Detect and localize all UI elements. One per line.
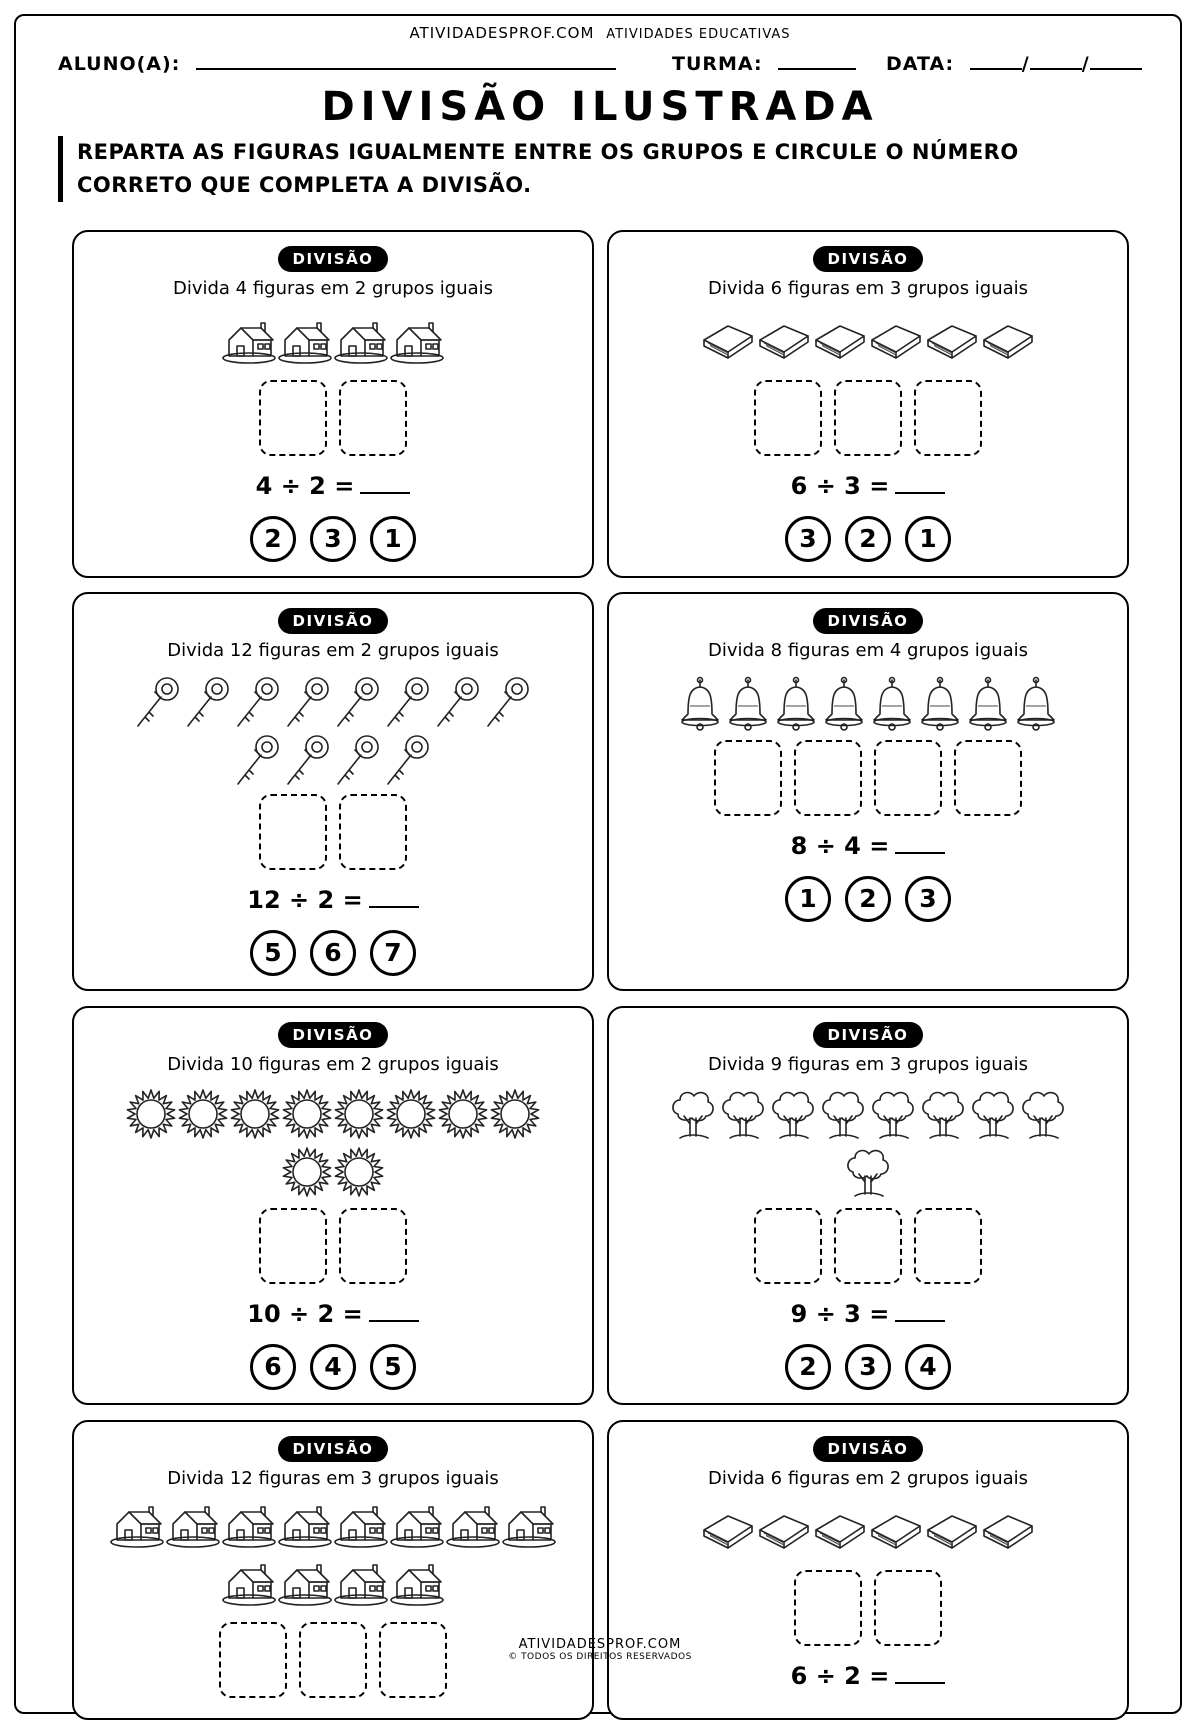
- answer-choices: [609, 876, 1127, 922]
- instruction-line: REPARTA AS FIGURAS IGUALMENTE ENTRE OS GRUPOS E CIRCULE O NÚMERO: [77, 140, 1019, 164]
- exercise-prompt: Divida 12 figuras em 2 grupos iguais: [167, 640, 499, 661]
- group-box[interactable]: [794, 1570, 862, 1646]
- sun-icon[interactable]: [489, 1088, 541, 1140]
- answer-choice[interactable]: 1: [905, 516, 951, 562]
- division-card: [72, 1006, 594, 1405]
- figure-row: [609, 320, 1127, 360]
- date-field[interactable]: [886, 52, 1142, 75]
- date-day-line[interactable]: [970, 52, 1022, 70]
- answer-blank[interactable]: [895, 832, 945, 854]
- date-separator: /: [1081, 53, 1090, 75]
- figure-row: [74, 1504, 592, 1548]
- answer-choice[interactable]: 2: [845, 516, 891, 562]
- division-equation: [609, 832, 1127, 860]
- answer-choices: [74, 930, 592, 976]
- class-field[interactable]: [672, 52, 856, 75]
- answer-choice[interactable]: 7: [370, 930, 416, 976]
- bell-icon[interactable]: [724, 676, 772, 732]
- house-icon[interactable]: [221, 1562, 277, 1606]
- house-icon[interactable]: [165, 1504, 221, 1548]
- group-boxes: [74, 794, 592, 870]
- house-icon[interactable]: [221, 1504, 277, 1548]
- division-badge: DIVISÃO: [813, 246, 923, 272]
- exercise-prompt: Divida 9 figuras em 3 grupos iguais: [707, 1054, 1029, 1075]
- key-icon[interactable]: [283, 674, 333, 730]
- answer-choice[interactable]: 5: [250, 930, 296, 976]
- book-icon[interactable]: [980, 1510, 1036, 1550]
- tree-icon[interactable]: [818, 1088, 868, 1144]
- group-boxes: [609, 740, 1127, 816]
- instruction-line: CORRETO QUE COMPLETA A DIVISÃO.: [77, 173, 532, 197]
- bell-icon[interactable]: [676, 676, 724, 732]
- group-box[interactable]: [339, 1208, 407, 1284]
- division-equation: [609, 472, 1127, 500]
- key-icon[interactable]: [333, 732, 383, 788]
- footer-rights: © TODOS OS DIREITOS RESERVADOS: [508, 1652, 692, 1662]
- division-equation: [74, 886, 592, 914]
- sun-icon[interactable]: [125, 1088, 177, 1140]
- division-card: [607, 1420, 1129, 1720]
- house-icon[interactable]: [389, 1504, 445, 1548]
- answer-blank[interactable]: [895, 1662, 945, 1684]
- site-name: ATIVIDADESPROF.COM: [409, 24, 595, 42]
- key-icon[interactable]: [433, 674, 483, 730]
- sun-icon[interactable]: [333, 1146, 385, 1198]
- answer-choice[interactable]: 5: [370, 1344, 416, 1390]
- division-badge: DIVISÃO: [278, 608, 388, 634]
- figure-row: [609, 1088, 1127, 1144]
- student-name-field[interactable]: [58, 52, 616, 75]
- book-icon[interactable]: [756, 1510, 812, 1550]
- figure-row: [609, 1146, 1127, 1202]
- book-icon[interactable]: [700, 320, 756, 360]
- division-card: [607, 230, 1129, 578]
- key-icon[interactable]: [183, 674, 233, 730]
- figure-row: [74, 1088, 592, 1140]
- answer-choice[interactable]: 3: [905, 876, 951, 922]
- tree-icon[interactable]: [668, 1088, 718, 1144]
- equation-text: 12 ÷ 2 =: [247, 886, 363, 914]
- book-icon[interactable]: [812, 1510, 868, 1550]
- book-icon[interactable]: [924, 1510, 980, 1550]
- tree-icon[interactable]: [1018, 1088, 1068, 1144]
- book-icon[interactable]: [924, 320, 980, 360]
- exercise-prompt: Divida 8 figuras em 4 grupos iguais: [707, 640, 1029, 661]
- book-icon[interactable]: [980, 320, 1036, 360]
- house-icon[interactable]: [389, 1562, 445, 1606]
- division-badge: DIVISÃO: [813, 1436, 923, 1462]
- answer-choice[interactable]: 4: [310, 1344, 356, 1390]
- bell-icon[interactable]: [1012, 676, 1060, 732]
- equation-text: 4 ÷ 2 =: [255, 472, 355, 500]
- group-box[interactable]: [874, 1570, 942, 1646]
- figure-row: [609, 1510, 1127, 1550]
- exercise-prompt: Divida 4 figuras em 2 grupos iguais: [172, 278, 494, 299]
- sun-icon[interactable]: [385, 1088, 437, 1140]
- house-icon[interactable]: [109, 1504, 165, 1548]
- book-icon[interactable]: [756, 320, 812, 360]
- answer-choice[interactable]: 3: [785, 516, 831, 562]
- equation-text: 10 ÷ 2 =: [247, 1300, 363, 1328]
- group-boxes: [609, 380, 1127, 456]
- student-name-line[interactable]: [196, 52, 616, 70]
- answer-choice[interactable]: 3: [310, 516, 356, 562]
- division-badge: DIVISÃO: [813, 1022, 923, 1048]
- student-label: ALUNO(A):: [58, 53, 181, 75]
- bell-icon[interactable]: [868, 676, 916, 732]
- bell-icon[interactable]: [772, 676, 820, 732]
- footer-site: ATIVIDADESPROF.COM: [518, 1637, 682, 1652]
- house-icon[interactable]: [277, 1504, 333, 1548]
- equation-text: 8 ÷ 4 =: [790, 832, 890, 860]
- date-month-line[interactable]: [1030, 52, 1082, 70]
- book-icon[interactable]: [868, 320, 924, 360]
- division-card: [607, 1006, 1129, 1405]
- answer-choice[interactable]: 4: [905, 1344, 951, 1390]
- house-icon[interactable]: [333, 1504, 389, 1548]
- answer-blank[interactable]: [369, 886, 419, 908]
- house-icon[interactable]: [501, 1504, 557, 1548]
- answer-choice[interactable]: 3: [845, 1344, 891, 1390]
- tree-icon[interactable]: [968, 1088, 1018, 1144]
- group-box[interactable]: [794, 740, 862, 816]
- group-box[interactable]: [914, 380, 982, 456]
- book-icon[interactable]: [868, 1510, 924, 1550]
- group-box[interactable]: [259, 1208, 327, 1284]
- answer-choices: [609, 516, 1127, 562]
- exercise-prompt: Divida 6 figuras em 2 grupos iguais: [707, 1468, 1029, 1489]
- sun-icon[interactable]: [177, 1088, 229, 1140]
- tree-icon[interactable]: [718, 1088, 768, 1144]
- page-title: DIVISÃO ILUSTRADA: [321, 84, 879, 130]
- answer-blank[interactable]: [895, 472, 945, 494]
- group-box[interactable]: [874, 740, 942, 816]
- site-tagline: ATIVIDADES EDUCATIVAS: [606, 27, 791, 42]
- answer-choice[interactable]: 1: [785, 876, 831, 922]
- sun-icon[interactable]: [229, 1088, 281, 1140]
- group-boxes: [609, 1570, 1127, 1646]
- sun-icon[interactable]: [281, 1088, 333, 1140]
- answer-choice[interactable]: 1: [370, 516, 416, 562]
- group-box[interactable]: [339, 794, 407, 870]
- division-equation: [74, 1300, 592, 1328]
- key-icon[interactable]: [333, 674, 383, 730]
- division-equation: [609, 1300, 1127, 1328]
- division-equation: [74, 472, 592, 500]
- sun-icon[interactable]: [437, 1088, 489, 1140]
- date-separator: /: [1021, 53, 1030, 75]
- house-icon[interactable]: [333, 320, 389, 364]
- house-icon[interactable]: [221, 320, 277, 364]
- answer-choice[interactable]: 2: [785, 1344, 831, 1390]
- equation-text: 6 ÷ 2 =: [790, 1662, 890, 1690]
- answer-choice[interactable]: 2: [250, 516, 296, 562]
- exercise-prompt: Divida 6 figuras em 3 grupos iguais: [707, 278, 1029, 299]
- division-badge: DIVISÃO: [813, 608, 923, 634]
- answer-choices: [609, 1344, 1127, 1390]
- figure-row: [74, 1146, 592, 1198]
- division-badge: DIVISÃO: [278, 246, 388, 272]
- house-icon[interactable]: [445, 1504, 501, 1548]
- group-boxes: [609, 1208, 1127, 1284]
- division-badge: DIVISÃO: [278, 1022, 388, 1048]
- key-icon[interactable]: [133, 674, 183, 730]
- key-icon[interactable]: [283, 732, 333, 788]
- group-box[interactable]: [914, 1208, 982, 1284]
- division-card: [72, 592, 594, 991]
- key-icon[interactable]: [383, 674, 433, 730]
- exercise-prompt: Divida 12 figuras em 3 grupos iguais: [167, 1468, 499, 1489]
- tree-icon[interactable]: [918, 1088, 968, 1144]
- answer-choice[interactable]: 6: [250, 1344, 296, 1390]
- bell-icon[interactable]: [820, 676, 868, 732]
- group-box[interactable]: [339, 380, 407, 456]
- book-icon[interactable]: [700, 1510, 756, 1550]
- house-icon[interactable]: [277, 1562, 333, 1606]
- group-boxes: [74, 1208, 592, 1284]
- answer-blank[interactable]: [369, 1300, 419, 1322]
- class-label: TURMA:: [672, 53, 763, 75]
- key-icon[interactable]: [383, 732, 433, 788]
- date-label: DATA:: [886, 53, 955, 75]
- figure-row: [74, 732, 592, 788]
- book-icon[interactable]: [812, 320, 868, 360]
- group-box[interactable]: [259, 794, 327, 870]
- tree-icon[interactable]: [768, 1088, 818, 1144]
- group-box[interactable]: [954, 740, 1022, 816]
- group-box[interactable]: [714, 740, 782, 816]
- equation-text: 6 ÷ 3 =: [790, 472, 890, 500]
- division-card: [72, 230, 594, 578]
- division-card: [72, 1420, 594, 1720]
- group-box[interactable]: [754, 380, 822, 456]
- figure-row: [74, 674, 592, 730]
- group-box[interactable]: [259, 380, 327, 456]
- group-box[interactable]: [834, 1208, 902, 1284]
- instruction-text: [58, 136, 1077, 202]
- division-card: [607, 592, 1129, 991]
- class-line[interactable]: [778, 52, 856, 70]
- bell-icon[interactable]: [916, 676, 964, 732]
- site-header: [0, 24, 1200, 42]
- division-equation: [609, 1662, 1127, 1690]
- sun-icon[interactable]: [333, 1088, 385, 1140]
- exercise-prompt: Divida 10 figuras em 2 grupos iguais: [167, 1054, 499, 1075]
- house-icon[interactable]: [333, 1562, 389, 1606]
- group-boxes: [74, 380, 592, 456]
- key-icon[interactable]: [483, 674, 533, 730]
- answer-choice[interactable]: 2: [845, 876, 891, 922]
- answer-choices: [74, 1344, 592, 1390]
- house-icon[interactable]: [389, 320, 445, 364]
- answer-blank[interactable]: [360, 472, 410, 494]
- key-icon[interactable]: [233, 732, 283, 788]
- tree-icon[interactable]: [843, 1146, 893, 1202]
- answer-blank[interactable]: [895, 1300, 945, 1322]
- answer-choices: [74, 516, 592, 562]
- answer-choice[interactable]: 6: [310, 930, 356, 976]
- bell-icon[interactable]: [964, 676, 1012, 732]
- key-icon[interactable]: [233, 674, 283, 730]
- sun-icon[interactable]: [281, 1146, 333, 1198]
- group-box[interactable]: [754, 1208, 822, 1284]
- footer: [0, 1637, 1200, 1662]
- division-badge: DIVISÃO: [278, 1436, 388, 1462]
- equation-text: 9 ÷ 3 =: [790, 1300, 890, 1328]
- figure-row: [609, 676, 1127, 732]
- figure-row: [74, 1562, 592, 1606]
- group-box[interactable]: [834, 380, 902, 456]
- date-year-line[interactable]: [1090, 52, 1142, 70]
- house-icon[interactable]: [277, 320, 333, 364]
- figure-row: [74, 320, 592, 364]
- tree-icon[interactable]: [868, 1088, 918, 1144]
